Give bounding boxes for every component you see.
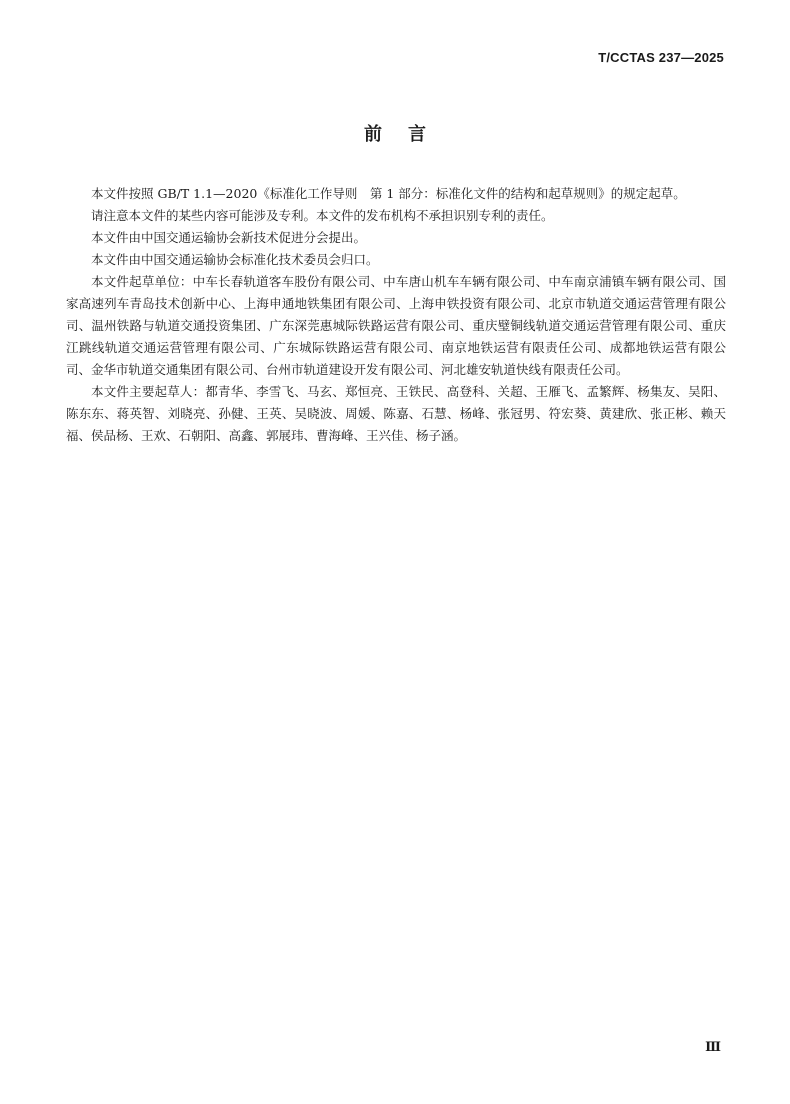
paragraph-drafting-organizations: 本文件起草单位：中车长春轨道客车股份有限公司、中车唐山机车车辆有限公司、中车南京浦镇车辆有限公司、国家高速列车青岛技术创新中心、上海申通地铁集团有限公司、上海申铁投资有限公司、北京市轨道交通运营管理有限公司、温州铁路与轨道交通投资集团、广东深莞惠城际铁路运营有限公司、重庆璧铜线轨道交通运营管理有限公司、重庆江跳线轨道交通运营管理有限公司、广东城际铁路运营有限公司、南京地铁运营有限责任公司、成都地铁运营有限公司、金华市轨道交通集团有限公司、台州市轨道建设开发有限公司、河北雄安轨道快线有限责任公司。 xyxy=(66,274,726,377)
foreword-body xyxy=(66,183,726,447)
page-title: 前言 xyxy=(364,124,452,145)
paragraph-proposer: 本文件由中国交通运输协会新技术促进分会提出。 xyxy=(91,230,367,245)
paragraph-drafting-rules: 本文件按照 GB/T 1.1—2020《标准化工作导则 第 1 部分：标准化文件的结构和起草规则》的规定起草。 xyxy=(91,186,686,201)
paragraph-patent-notice: 请注意本文件的某些内容可能涉及专利。本文件的发布机构不承担识别专利的责任。 xyxy=(91,208,554,223)
paragraph-centralized-by: 本文件由中国交通运输协会标准化技术委员会归口。 xyxy=(91,252,379,267)
document-code: T/CCTAS 237—2025 xyxy=(598,50,724,65)
paragraph-drafters: 本文件主要起草人：都青华、李雪飞、马玄、郑恒亮、王铁民、高登科、关超、王雁飞、孟繁辉、杨集友、吴阳、陈东东、蒋英智、刘晓亮、孙健、王英、吴晓波、周媛、陈嘉、石慧、杨峰、张冠男、符宏葵、黄建欣、张正彬、赖天福、侯品杨、王欢、石朝阳、高鑫、郭展玮、曹海峰、王兴佳、杨子涵。 xyxy=(66,384,726,443)
page-number: Ⅲ xyxy=(705,1040,721,1055)
